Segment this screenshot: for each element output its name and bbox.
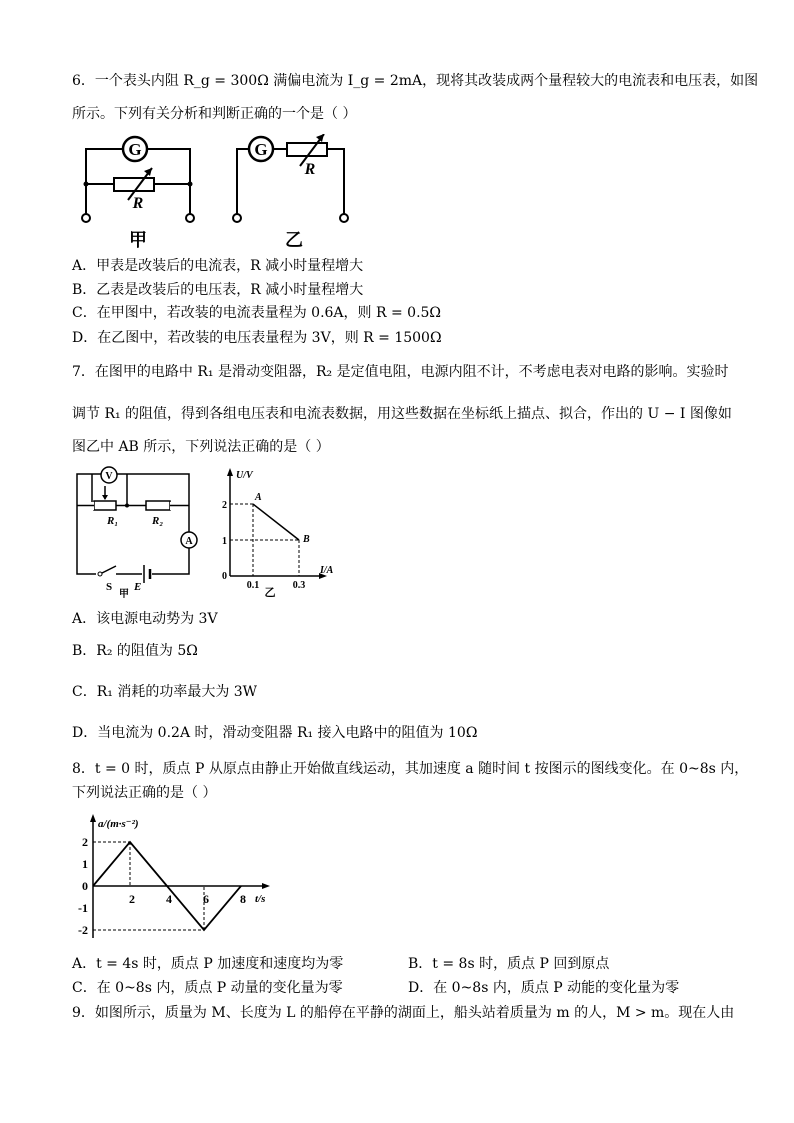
q6-option-d: D．在乙图中，若改装的电压表量程为 3V，则 R = 1500Ω — [72, 330, 442, 346]
ammeter-label: A — [185, 536, 193, 547]
q6-circuit-figure — [74, 134, 364, 252]
at-ytick: -2 — [78, 923, 88, 937]
ui-xlabel: I/A — [320, 565, 334, 576]
at-xtick: 2 — [129, 892, 135, 906]
q6-stem-line2: 所示。下列有关分析和判断正确的一个是（ ） — [72, 106, 357, 122]
ui-ytick: 2 — [222, 500, 227, 511]
resistor-label-right: R — [304, 161, 316, 178]
q6-stem-line1: 6．一个表头内阻 R_g = 300Ω 满偏电流为 I_g = 2mA，现将其改装成两个量程较大的电流表和电压表，如图 — [72, 73, 759, 89]
q6-option-c: C．在甲图中，若改装的电流表量程为 0.6A，则 R = 0.5Ω — [72, 305, 442, 321]
ui-origin: 0 — [222, 571, 227, 582]
q7-circuit-figure — [72, 462, 202, 598]
circuit-figure-label: 甲 — [119, 589, 129, 598]
ui-xtick: 0.3 — [292, 580, 306, 591]
ui-ytick: 1 — [222, 536, 227, 547]
at-xtick: 4 — [166, 892, 172, 906]
q6-option-a: A．甲表是改装后的电流表，R 减小时量程增大 — [72, 258, 364, 274]
at-xtick: 8 — [240, 892, 246, 906]
at-ylabel: a/(m·s⁻²) — [98, 818, 139, 830]
q8-option-b: B．t = 8s 时，质点 P 回到原点 — [408, 956, 610, 972]
galvanometer-symbol: G — [128, 140, 142, 159]
figure-label-left: 甲 — [129, 230, 147, 250]
r1-label: R₁ — [107, 515, 119, 527]
at-xlabel: t/s — [255, 893, 266, 905]
q8-stem-line2: 下列说法正确的是（ ） — [72, 785, 217, 801]
q7-option-a: A．该电源电动势为 3V — [72, 611, 218, 627]
q7-stem-line1: 7．在图甲的电路中 R₁ 是滑动变阻器，R₂ 是定值电阻，电源内阻不计，不考虑电表对电路的影响。实验时 — [72, 364, 729, 380]
q6-option-b: B．乙表是改装后的电压表，R 减小时量程增大 — [72, 282, 364, 298]
figure-label-right: 乙 — [285, 230, 303, 250]
ui-point-label: B — [303, 534, 310, 545]
at-ytick: -1 — [78, 901, 88, 915]
q8-option-d: D．在 0~8s 内，质点 P 动能的变化量为零 — [408, 980, 680, 996]
q7-option-d: D．当电流为 0.2A 时，滑动变阻器 R₁ 接入电路中的阻值为 10Ω — [72, 725, 478, 741]
q7-option-c: C．R₁ 消耗的功率最大为 3W — [72, 684, 258, 700]
r2-label: R₂ — [152, 515, 164, 527]
galvanometer-symbol-right: G — [254, 140, 268, 159]
at-ytick: 2 — [82, 835, 88, 849]
q7-stem-line3: 图乙中 AB 所示，下列说法正确的是（ ） — [72, 439, 330, 455]
emf-label: E — [134, 581, 142, 593]
ui-graph-label: 乙 — [264, 587, 276, 599]
resistor-label: R — [132, 195, 144, 212]
voltmeter-circuit-right — [233, 134, 348, 222]
q8-option-c: C．在 0~8s 内，质点 P 动量的变化量为零 — [72, 980, 343, 996]
q8-stem-line1: 8．t = 0 时，质点 P 从原点由静止开始做直线运动，其加速度 a 随时间 t 按图示的图线变化。在 0~8s 内， — [72, 761, 749, 777]
q7-option-b: B．R₂ 的阻值为 5Ω — [72, 643, 198, 659]
voltmeter-label: V — [105, 471, 113, 482]
ui-point-label: A — [255, 492, 262, 503]
ui-xtick: 0.1 — [246, 580, 260, 591]
at-xtick: 6 — [203, 892, 209, 906]
q8-at-graph — [74, 812, 274, 942]
q7-ui-graph — [218, 466, 342, 600]
q8-option-a: A．t = 4s 时，质点 P 加速度和速度均为零 — [72, 956, 344, 972]
q9-stem-line1: 9．如图所示，质量为 M、长度为 L 的船停在平静的湖面上，船头站着质量为 m 的人，M > m。现在人由 — [72, 1005, 735, 1021]
switch-label: S — [106, 581, 113, 593]
at-ytick: 0 — [82, 879, 88, 893]
at-ytick: 1 — [82, 857, 88, 871]
ui-series-ab — [253, 504, 299, 540]
q7-stem-line2: 调节 R₁ 的阻值，得到各组电压表和电流表数据，用这些数据在坐标纸上描点、拟合，作出的 U − I 图像如 — [72, 406, 732, 422]
ui-ylabel: U/V — [236, 470, 253, 481]
